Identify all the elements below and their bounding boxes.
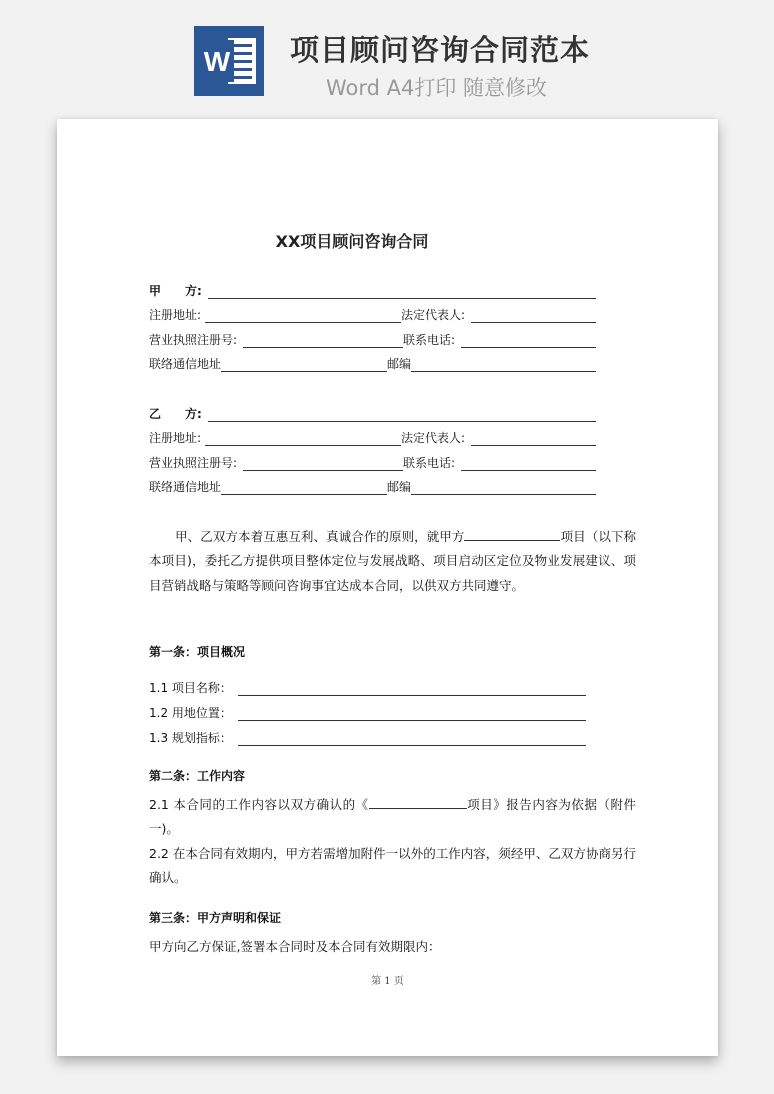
party-a-license-row	[149, 330, 596, 348]
article-2-project-blank	[369, 796, 467, 809]
party-b-license-row	[149, 453, 596, 471]
page-number: 第 1 页	[371, 976, 404, 987]
party-a-legal-rep-blank	[471, 309, 596, 323]
article-2-paragraph-1	[149, 793, 636, 842]
watermark	[88, 450, 114, 478]
party-b-license-label: 营业执照注册号:	[149, 456, 238, 470]
party-a-row	[149, 281, 596, 299]
banner-subtitle: Word A4打印 随意修改	[326, 76, 548, 100]
party-b-contact-blank	[221, 481, 387, 495]
party-a-license-label: 营业执照注册号:	[149, 333, 238, 347]
item-blank	[238, 732, 586, 746]
banner-title: 项目顾问咨询合同范本	[290, 33, 591, 67]
party-b-reg-row	[149, 428, 596, 446]
party-b-legal-rep-label: 法定代表人:	[401, 431, 466, 445]
party-b-legal-rep-blank	[471, 432, 596, 446]
article-2-text-1: 2.1 本合同的工作内容以双方确认的《	[149, 797, 369, 812]
article-1-item-2	[149, 703, 596, 721]
party-b-postcode-blank	[411, 481, 596, 495]
document-title: XX项目顾问咨询合同	[275, 232, 429, 251]
party-b-label: 乙 方:	[149, 407, 202, 421]
party-a-phone-blank	[461, 334, 596, 348]
party-a-reg-address-label: 注册地址:	[149, 308, 202, 322]
party-a-contact-row	[149, 354, 596, 372]
article-2-text-2: 项目》报告内容为依据（附件一)。	[149, 797, 636, 837]
intro-text-1: 甲、乙双方本着互惠互利、真诚合作的原则，就甲方	[175, 529, 465, 544]
party-a-blank	[208, 285, 596, 299]
party-a-contact-label: 联络通信地址	[149, 357, 222, 371]
document-page	[57, 119, 718, 1056]
party-b-license-blank	[243, 457, 403, 471]
article-1-heading: 第一条：项目概况	[149, 645, 246, 659]
item-label: 1.3 规划指标：	[149, 731, 232, 745]
item-blank	[238, 682, 586, 696]
party-b-reg-address-blank	[205, 432, 401, 446]
intro-paragraph	[149, 525, 636, 598]
party-b-row	[149, 404, 596, 422]
party-b-contact-row	[149, 477, 596, 495]
intro-project-blank	[464, 528, 560, 541]
party-a-legal-rep-label: 法定代表人:	[401, 308, 466, 322]
article-3-paragraph-1: 甲方向乙方保证,签署本合同时及本合同有效期限内：	[149, 939, 441, 954]
article-1-item-3	[149, 728, 596, 746]
article-1-item-1	[149, 678, 596, 696]
item-label: 1.2 用地位置：	[149, 706, 232, 720]
word-document-icon	[194, 26, 264, 96]
party-b-blank	[208, 408, 596, 422]
party-a-postcode-label: 邮编	[387, 357, 412, 371]
article-2-heading: 第二条：工作内容	[149, 769, 246, 783]
party-a-postcode-blank	[411, 358, 596, 372]
party-b-postcode-label: 邮编	[387, 480, 412, 494]
banner	[0, 0, 774, 112]
article-2-paragraph-2: 2.2 在本合同有效期内，甲方若需增加附件一以外的工作内容，须经甲、乙双方协商另行确认。	[149, 846, 636, 886]
party-a-license-blank	[243, 334, 403, 348]
party-a-reg-address-blank	[205, 309, 401, 323]
item-label: 1.1 项目名称：	[149, 681, 232, 695]
party-b-reg-address-label: 注册地址:	[149, 431, 202, 445]
item-blank	[238, 707, 586, 721]
party-a-contact-blank	[221, 358, 387, 372]
party-a-reg-row	[149, 305, 596, 323]
party-a-phone-label: 联系电话:	[403, 333, 456, 347]
party-b-phone-label: 联系电话:	[403, 456, 456, 470]
party-a-label: 甲 方:	[149, 284, 202, 298]
article-3-heading: 第三条：甲方声明和保证	[149, 911, 282, 925]
intro-text-2: 项目（以下称本项目)，委托乙方提供项目整体定位与发展战略、项目启动区定位及物业发展建议、项目营销战略与策略等顾问咨询事宜达成本合同，以供双方共同遵守。	[149, 529, 636, 593]
party-b-contact-label: 联络通信地址	[149, 480, 222, 494]
word-icon-letter: W	[203, 46, 231, 77]
party-b-phone-blank	[461, 457, 596, 471]
